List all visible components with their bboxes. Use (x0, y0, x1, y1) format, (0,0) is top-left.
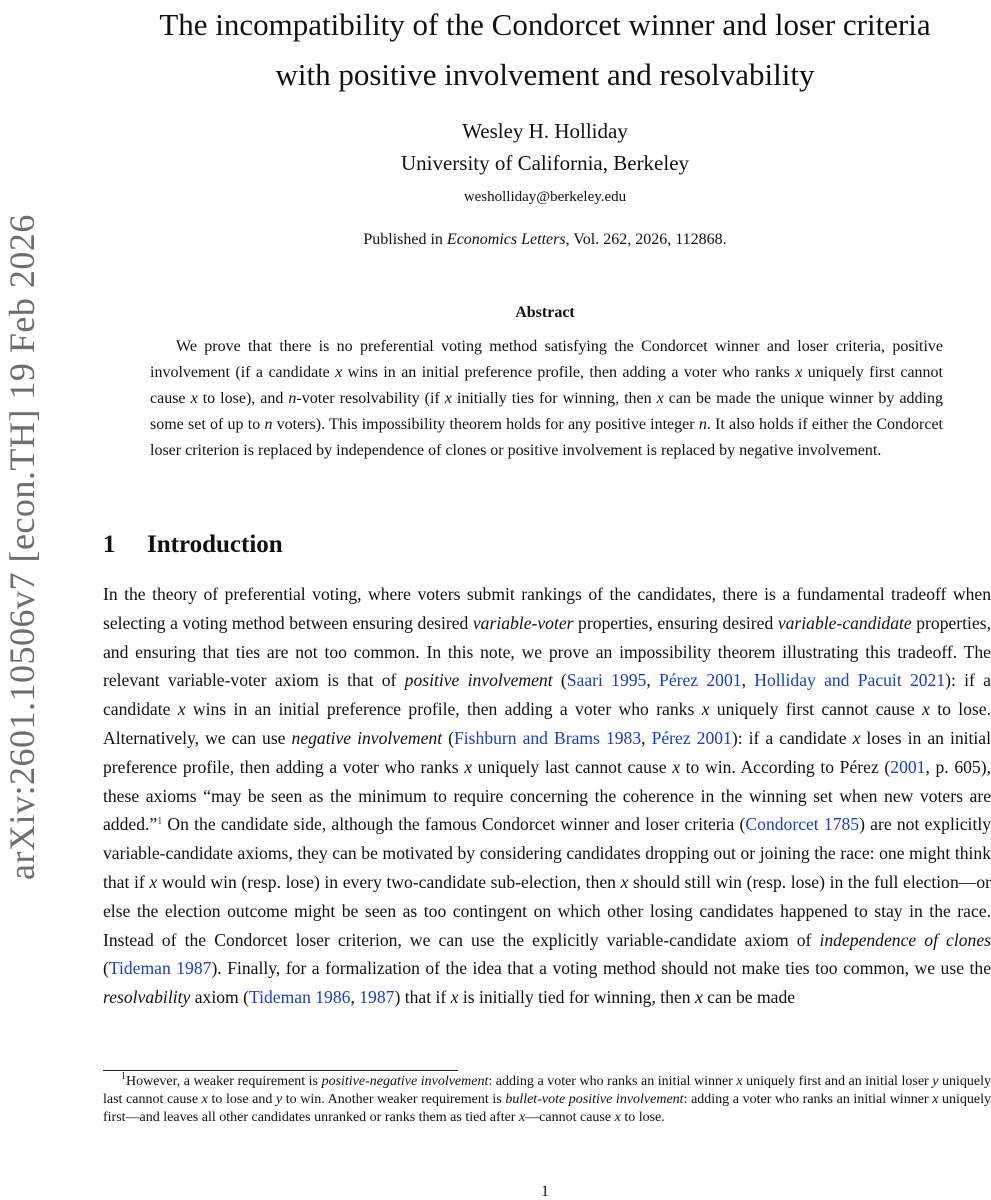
publication-note (100, 228, 990, 252)
author-email: wesholliday@berkeley.edu (463, 189, 627, 205)
citation-link[interactable]: Fishburn and Brams 1983 (454, 727, 642, 748)
page-number: 1 (541, 1183, 549, 1200)
author-affiliation: University of California, Berkeley (400, 151, 690, 175)
publication-details: , Vol. 262, 2026, 112868. (565, 231, 727, 248)
arxiv-identifier-stamp: arXiv:2601.10506v7 [econ.TH] 19 Feb 2026 (2, 214, 42, 880)
citation-link[interactable]: 1987 (359, 987, 395, 1008)
footnote-number: 1 (121, 1071, 126, 1082)
citation-link[interactable]: Tideman 1987 (108, 958, 212, 979)
footnote-divider (103, 1070, 458, 1071)
section-heading-introduction (103, 528, 283, 562)
citation-link[interactable]: Condorcet 1785 (745, 814, 860, 835)
citation-link[interactable]: 2001 (890, 756, 926, 777)
abstract-text: We prove that there is no preferential voting method satisfying the Condorcet winner and loser criteria, positive involvement (if a candidate x wins in an initial preference profile, then adding a voter who ranks x uniquely first cannot cause x to lose), and n-voter resolvability (if x initially ties for winning, then x can be made the unique winner by adding some set of up to n voters). This impossibility theorem holds for any positive integer n. It also holds if either the Condorcet loser criterion is replaced by independence of clones or positive involvement is replaced by negative involvement. (150, 338, 944, 459)
abstract-heading: Abstract (515, 304, 575, 321)
author-name: Wesley H. Holliday (462, 119, 628, 143)
citation-link[interactable]: Holliday and Pacuit 2021 (754, 670, 946, 691)
footnote-1: $^1$However, a weaker requirement is positive-negative involvement: adding a voter who ranks an initial winner x uniquely first and an initial loser y uniquely last cannot cause x to lose and y to win. Another weaker requirement is bullet-vote positive involvement: adding a voter who ranks an initial winner x uniquely first—and leaves all other candidates unranked or ranks them as tied after x—cannot cause x to lose. (103, 1071, 991, 1125)
footnote-marker-link[interactable]: 1 (157, 816, 163, 828)
title-line-1: The incompatibility of the Condorcet winner and loser criteria (159, 7, 931, 42)
paper-title (100, 0, 990, 100)
citation-link[interactable]: Pérez 2001 (651, 727, 732, 748)
publication-prefix: Published in (363, 231, 447, 248)
citation-link[interactable]: Tideman 1986 (248, 987, 351, 1008)
journal-name: Economics Letters (446, 231, 566, 248)
section-number: 1 (103, 531, 116, 558)
section-title-text: Introduction (147, 531, 283, 558)
introduction-paragraph: In the theory of preferential voting, where voters submit rankings of the candidates, there is a fundamental tradeoff when selecting a voting method between ensuring desired variable-voter properties, ensuring desired variable-candidate properties, and ensuring that ties are not too common. In this note, we prove an impossibility theorem illustrating this tradeoff. The relevant variable-voter axiom is that of positive involvement (Saari 1995, Pérez 2001, Holliday and Pacuit 2021): if a candidate x wins in an initial preference profile, then adding a voter who ranks x uniquely first cannot cause x to lose. Alternatively, we can use negative involvement (Fishburn and Brams 1983, Pérez 2001): if a candidate x loses in an initial preference profile, then adding a voter who ranks x uniquely last cannot cause x to win. According to Pérez (2001, p. 605), these axioms “may be seen as the minimum to require concerning the coherence in the winning set when new voters are added.”$^1$ On the candidate side, although the famous Condorcet winner and loser criteria (Condorcet 1785) are not explicitly variable-candidate axioms, they can be motivated by considering candidates dropping out or joining the race: one might think that if x would win (resp. lose) in every two-candidate sub-election, then x should still win (resp. lose) in the full election—or else the election outcome might be seen as too contingent on which other losing candidates happened to stay in the race. Instead of the Condorcet loser criterion, we can use the explicitly variable-candidate axiom of independence of clones (Tideman 1987). Finally, for a formalization of the idea that a voting method should not make ties too common, we use the resolvability axiom (Tideman 1986, 1987) that if x is initially tied for winning, then x can be made (103, 584, 991, 1008)
citation-link[interactable]: Saari 1995 (566, 670, 647, 691)
title-line-2: with positive involvement and resolvability (275, 57, 815, 92)
citation-link[interactable]: Pérez 2001 (659, 670, 742, 691)
